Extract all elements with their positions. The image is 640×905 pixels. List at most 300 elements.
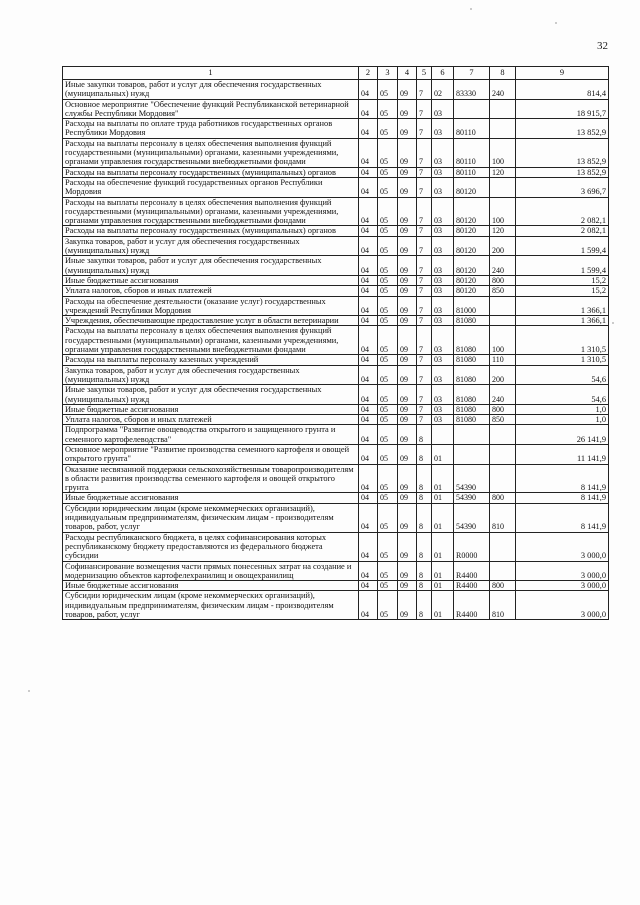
row-code-c6: 01	[432, 561, 454, 581]
row-code-c8: 100	[490, 138, 516, 167]
row-code-c2: 04	[359, 119, 378, 139]
row-name: Расходы на выплаты персоналу государственных (муниципальных) органов	[63, 226, 359, 236]
table-body	[63, 80, 609, 620]
row-code-c6: 03	[432, 177, 454, 197]
row-code-c2: 04	[359, 425, 378, 445]
row-name: Уплата налогов, сборов и иных платежей	[63, 415, 359, 425]
row-code-c2: 04	[359, 404, 378, 414]
row-code-c7: R0000	[454, 532, 490, 561]
row-code-c6: 03	[432, 404, 454, 414]
row-code-c2: 04	[359, 385, 378, 405]
row-code-c2: 04	[359, 296, 378, 316]
row-amount: 8 141,9	[516, 503, 609, 532]
row-code-c6: 03	[432, 365, 454, 385]
row-code-c4: 09	[398, 444, 417, 464]
row-code-c6: 03	[432, 197, 454, 226]
row-name: Иные бюджетные ассигнования	[63, 275, 359, 285]
row-code-c6: 01	[432, 493, 454, 503]
row-code-c7: 81080	[454, 385, 490, 405]
row-code-c3: 05	[378, 503, 398, 532]
row-name: Иные закупки товаров, работ и услуг для обеспечения государственных (муниципальных) нужд	[63, 385, 359, 405]
table-row	[63, 532, 609, 561]
row-code-c4: 09	[398, 355, 417, 365]
row-code-c7	[454, 444, 490, 464]
row-code-c8: 120	[490, 167, 516, 177]
table-row	[63, 236, 609, 256]
row-code-c8	[490, 561, 516, 581]
row-code-c3: 05	[378, 226, 398, 236]
table-row	[63, 99, 609, 119]
row-code-c5: 7	[417, 138, 432, 167]
row-code-c2: 04	[359, 365, 378, 385]
column-header: 3	[378, 67, 398, 80]
row-code-c4: 09	[398, 326, 417, 355]
column-header: 9	[516, 67, 609, 80]
row-code-c3: 05	[378, 316, 398, 326]
row-name: Расходы на выплаты персоналу в целях обеспечения выполнения функций государственными (муниципальными) органами, казенными учреждениями, органами управления государственными внебюджетными фондами	[63, 138, 359, 167]
row-amount: 54,6	[516, 365, 609, 385]
table-row	[63, 226, 609, 236]
table-row	[63, 591, 609, 620]
row-code-c3: 05	[378, 177, 398, 197]
column-header: 2	[359, 67, 378, 80]
row-code-c7: 80110	[454, 138, 490, 167]
row-code-c5: 7	[417, 236, 432, 256]
row-code-c7: 80110	[454, 119, 490, 139]
row-code-c6: 03	[432, 236, 454, 256]
row-code-c2: 04	[359, 275, 378, 285]
row-code-c8: 240	[490, 385, 516, 405]
row-code-c4: 09	[398, 197, 417, 226]
row-code-c3: 05	[378, 119, 398, 139]
row-code-c8: 800	[490, 581, 516, 591]
table-row	[63, 167, 609, 177]
row-code-c7: R4400	[454, 591, 490, 620]
row-code-c7: 54390	[454, 503, 490, 532]
row-code-c6: 03	[432, 385, 454, 405]
row-code-c8	[490, 177, 516, 197]
row-code-c2: 04	[359, 80, 378, 100]
row-code-c8	[490, 444, 516, 464]
row-code-c4: 09	[398, 286, 417, 296]
column-header: 1	[63, 67, 359, 80]
row-code-c5: 7	[417, 226, 432, 236]
row-name: Иные бюджетные ассигнования	[63, 404, 359, 414]
row-code-c5: 7	[417, 286, 432, 296]
row-code-c7	[454, 99, 490, 119]
scan-speck	[612, 322, 614, 324]
row-name: Закупка товаров, работ и услуг для обеспечения государственных (муниципальных) нужд	[63, 236, 359, 256]
row-code-c2: 04	[359, 99, 378, 119]
table-row	[63, 256, 609, 276]
row-amount: 13 852,9	[516, 138, 609, 167]
row-code-c8: 100	[490, 326, 516, 355]
row-code-c8	[490, 316, 516, 326]
row-code-c5: 7	[417, 167, 432, 177]
page-number: 32	[597, 40, 608, 52]
row-code-c6: 03	[432, 326, 454, 355]
row-amount: 1 599,4	[516, 236, 609, 256]
row-name: Учреждения, обеспечивающие предоставление услуг в области ветеринарии	[63, 316, 359, 326]
row-code-c7: 80120	[454, 236, 490, 256]
table-row	[63, 425, 609, 445]
row-code-c6: 02	[432, 80, 454, 100]
row-code-c5: 8	[417, 532, 432, 561]
row-code-c5: 7	[417, 296, 432, 316]
row-code-c6: 03	[432, 316, 454, 326]
row-code-c3: 05	[378, 275, 398, 285]
column-header: 4	[398, 67, 417, 80]
row-code-c8: 800	[490, 275, 516, 285]
row-code-c4: 09	[398, 236, 417, 256]
table-row	[63, 316, 609, 326]
row-code-c5: 8	[417, 444, 432, 464]
row-name: Расходы на выплаты персоналу казенных учреждений	[63, 355, 359, 365]
row-amount: 13 852,9	[516, 167, 609, 177]
row-code-c5: 7	[417, 119, 432, 139]
table-row	[63, 464, 609, 493]
row-code-c4: 09	[398, 296, 417, 316]
row-code-c3: 05	[378, 493, 398, 503]
row-code-c6: 01	[432, 532, 454, 561]
row-code-c2: 04	[359, 493, 378, 503]
row-code-c8: 810	[490, 591, 516, 620]
row-amount: 3 000,0	[516, 591, 609, 620]
row-amount: 15,2	[516, 275, 609, 285]
table-row	[63, 119, 609, 139]
row-amount: 1,0	[516, 415, 609, 425]
row-code-c8: 110	[490, 355, 516, 365]
row-amount: 1 599,4	[516, 256, 609, 276]
row-code-c3: 05	[378, 236, 398, 256]
row-code-c3: 05	[378, 138, 398, 167]
row-name: Оказание несвязанной поддержки сельскохозяйственным товаропроизводителям в области развития производства семенного картофеля и овощей открытого грунта	[63, 464, 359, 493]
row-code-c5: 7	[417, 316, 432, 326]
row-amount: 1 366,1	[516, 296, 609, 316]
row-code-c4: 09	[398, 464, 417, 493]
row-code-c8: 200	[490, 236, 516, 256]
row-code-c2: 04	[359, 326, 378, 355]
row-code-c4: 09	[398, 561, 417, 581]
row-code-c4: 09	[398, 226, 417, 236]
row-code-c3: 05	[378, 296, 398, 316]
row-code-c5: 8	[417, 425, 432, 445]
row-code-c8	[490, 532, 516, 561]
table-row	[63, 493, 609, 503]
table-row	[63, 581, 609, 591]
row-name: Расходы на выплаты персоналу государственных (муниципальных) органов	[63, 167, 359, 177]
row-code-c7: 81080	[454, 326, 490, 355]
row-code-c5: 7	[417, 177, 432, 197]
table-row	[63, 197, 609, 226]
row-code-c4: 09	[398, 404, 417, 414]
row-amount: 2 082,1	[516, 197, 609, 226]
row-code-c4: 09	[398, 365, 417, 385]
row-code-c2: 04	[359, 415, 378, 425]
row-code-c8	[490, 425, 516, 445]
row-name: Основное мероприятие "Развитие производства семенного картофеля и овощей открытого грунта"	[63, 444, 359, 464]
row-code-c2: 04	[359, 316, 378, 326]
row-code-c3: 05	[378, 532, 398, 561]
table-row	[63, 444, 609, 464]
row-code-c7: 80120	[454, 286, 490, 296]
row-code-c2: 04	[359, 355, 378, 365]
row-code-c7: R4400	[454, 561, 490, 581]
row-code-c6: 01	[432, 464, 454, 493]
row-code-c4: 09	[398, 167, 417, 177]
table-row	[63, 503, 609, 532]
row-code-c3: 05	[378, 415, 398, 425]
row-code-c5: 7	[417, 415, 432, 425]
row-code-c7: 81000	[454, 296, 490, 316]
table-row	[63, 355, 609, 365]
row-code-c2: 04	[359, 561, 378, 581]
row-code-c7: 80110	[454, 167, 490, 177]
table-row	[63, 385, 609, 405]
row-code-c4: 09	[398, 503, 417, 532]
row-code-c3: 05	[378, 197, 398, 226]
row-code-c6: 03	[432, 226, 454, 236]
row-code-c4: 09	[398, 119, 417, 139]
row-code-c7: 81080	[454, 415, 490, 425]
row-code-c5: 7	[417, 99, 432, 119]
row-code-c8: 100	[490, 197, 516, 226]
row-code-c5: 7	[417, 256, 432, 276]
table-row	[63, 404, 609, 414]
row-amount: 8 141,9	[516, 464, 609, 493]
row-code-c8: 850	[490, 286, 516, 296]
row-code-c2: 04	[359, 591, 378, 620]
row-name: Расходы на выплаты персоналу в целях обеспечения выполнения функций государственными (муниципальными) органами, казенными учреждениями, органами управления государственными внебюджетными фондами	[63, 326, 359, 355]
row-code-c5: 7	[417, 80, 432, 100]
row-amount: 8 141,9	[516, 493, 609, 503]
row-name: Расходы на обеспечение функций государственных органов Республики Мордовия	[63, 177, 359, 197]
table-row	[63, 415, 609, 425]
row-amount: 1 366,1	[516, 316, 609, 326]
row-code-c8: 240	[490, 256, 516, 276]
row-name: Расходы на выплаты по оплате труда работников государственных органов Республики Мордовия	[63, 119, 359, 139]
row-code-c6: 01	[432, 591, 454, 620]
row-code-c5: 8	[417, 591, 432, 620]
row-amount: 13 852,9	[516, 119, 609, 139]
row-name: Уплата налогов, сборов и иных платежей	[63, 286, 359, 296]
column-header: 6	[432, 67, 454, 80]
row-code-c2: 04	[359, 226, 378, 236]
row-code-c6: 03	[432, 415, 454, 425]
row-code-c8	[490, 464, 516, 493]
row-code-c7: R4400	[454, 581, 490, 591]
row-code-c7: 80120	[454, 177, 490, 197]
row-amount: 1,0	[516, 404, 609, 414]
row-amount: 2 082,1	[516, 226, 609, 236]
table-row	[63, 138, 609, 167]
row-code-c4: 09	[398, 493, 417, 503]
row-code-c8	[490, 296, 516, 316]
row-code-c6: 01	[432, 503, 454, 532]
row-code-c2: 04	[359, 581, 378, 591]
row-code-c7	[454, 425, 490, 445]
row-code-c2: 04	[359, 167, 378, 177]
row-name: Подпрограмма "Развитие овощеводства открытого и защищенного грунта и семенного картофелеводства"	[63, 425, 359, 445]
row-code-c2: 04	[359, 256, 378, 276]
row-code-c2: 04	[359, 138, 378, 167]
row-code-c2: 04	[359, 286, 378, 296]
row-code-c4: 09	[398, 275, 417, 285]
row-code-c5: 8	[417, 561, 432, 581]
row-code-c7: 80120	[454, 197, 490, 226]
row-name: Расходы на выплаты персоналу в целях обеспечения выполнения функций государственными (муниципальными) органами, казенными учреждениями, органами управления государственными внебюджетными фондами	[63, 197, 359, 226]
row-amount: 1 310,5	[516, 326, 609, 355]
row-code-c5: 7	[417, 355, 432, 365]
row-code-c5: 7	[417, 385, 432, 405]
scan-speck	[28, 690, 30, 692]
row-code-c7: 81080	[454, 355, 490, 365]
column-header: 8	[490, 67, 516, 80]
row-code-c3: 05	[378, 167, 398, 177]
table-row	[63, 177, 609, 197]
scan-speck	[555, 22, 557, 24]
row-code-c4: 09	[398, 385, 417, 405]
row-name: Иные бюджетные ассигнования	[63, 493, 359, 503]
row-name: Иные бюджетные ассигнования	[63, 581, 359, 591]
row-code-c3: 05	[378, 326, 398, 355]
row-code-c6: 03	[432, 286, 454, 296]
row-code-c3: 05	[378, 464, 398, 493]
row-code-c3: 05	[378, 286, 398, 296]
row-name: Основное мероприятие "Обеспечение функций Республиканской ветеринарной службы Республики Мордовия"	[63, 99, 359, 119]
row-code-c7: 83330	[454, 80, 490, 100]
row-code-c4: 09	[398, 591, 417, 620]
row-code-c7: 54390	[454, 464, 490, 493]
row-amount: 18 915,7	[516, 99, 609, 119]
row-code-c3: 05	[378, 561, 398, 581]
row-name: Субсидии юридическим лицам (кроме некоммерческих организаций), индивидуальным предпринимателям, физическим лицам - производителям товаров, работ, услуг	[63, 591, 359, 620]
scan-speck	[470, 8, 472, 10]
row-code-c7: 80120	[454, 226, 490, 236]
row-code-c3: 05	[378, 581, 398, 591]
column-header: 5	[417, 67, 432, 80]
budget-table	[62, 66, 609, 620]
row-code-c8: 850	[490, 415, 516, 425]
row-code-c5: 8	[417, 503, 432, 532]
row-code-c6: 03	[432, 167, 454, 177]
row-code-c8	[490, 119, 516, 139]
row-code-c8: 200	[490, 365, 516, 385]
table-row	[63, 286, 609, 296]
row-code-c3: 05	[378, 425, 398, 445]
table-row	[63, 296, 609, 316]
row-code-c4: 09	[398, 532, 417, 561]
row-code-c6: 03	[432, 355, 454, 365]
row-code-c4: 09	[398, 138, 417, 167]
row-code-c6: 03	[432, 256, 454, 276]
row-code-c5: 7	[417, 404, 432, 414]
row-code-c5: 7	[417, 275, 432, 285]
row-code-c3: 05	[378, 591, 398, 620]
row-code-c2: 04	[359, 177, 378, 197]
row-code-c6: 03	[432, 296, 454, 316]
row-code-c4: 09	[398, 177, 417, 197]
row-code-c7: 81080	[454, 404, 490, 414]
table-header-row	[63, 67, 609, 80]
row-code-c8	[490, 99, 516, 119]
row-code-c7: 80120	[454, 256, 490, 276]
row-code-c3: 05	[378, 444, 398, 464]
table-row	[63, 326, 609, 355]
row-name: Иные закупки товаров, работ и услуг для обеспечения государственных (муниципальных) нужд	[63, 256, 359, 276]
row-code-c7: 54390	[454, 493, 490, 503]
row-code-c8: 800	[490, 493, 516, 503]
row-amount: 3 696,7	[516, 177, 609, 197]
row-code-c3: 05	[378, 80, 398, 100]
row-code-c5: 8	[417, 464, 432, 493]
row-name: Закупка товаров, работ и услуг для обеспечения государственных (муниципальных) нужд	[63, 365, 359, 385]
row-amount: 814,4	[516, 80, 609, 100]
row-code-c3: 05	[378, 99, 398, 119]
row-code-c6: 03	[432, 119, 454, 139]
row-amount: 3 000,0	[516, 581, 609, 591]
row-code-c6: 01	[432, 444, 454, 464]
row-code-c4: 09	[398, 415, 417, 425]
row-code-c4: 09	[398, 99, 417, 119]
row-code-c3: 05	[378, 355, 398, 365]
row-code-c7: 81080	[454, 316, 490, 326]
row-amount: 3 000,0	[516, 532, 609, 561]
row-code-c6: 01	[432, 581, 454, 591]
row-amount: 15,2	[516, 286, 609, 296]
row-name: Субсидии юридическим лицам (кроме некоммерческих организаций), индивидуальным предпринимателям, физическим лицам - производителям товаров, работ, услуг	[63, 503, 359, 532]
row-code-c2: 04	[359, 197, 378, 226]
row-name: Расходы на обеспечение деятельности (оказание услуг) государственных учреждений Республики Мордовия	[63, 296, 359, 316]
row-code-c6: 03	[432, 138, 454, 167]
row-code-c6: 03	[432, 99, 454, 119]
row-code-c4: 09	[398, 316, 417, 326]
table-row	[63, 275, 609, 285]
row-code-c2: 04	[359, 532, 378, 561]
column-header: 7	[454, 67, 490, 80]
row-name: Иные закупки товаров, работ и услуг для обеспечения государственных (муниципальных) нужд	[63, 80, 359, 100]
row-code-c5: 8	[417, 493, 432, 503]
row-code-c2: 04	[359, 503, 378, 532]
row-name: Софинансирование возмещения части прямых понесенных затрат на создание и модернизацию объектов картофелехранилищ и овощехранилищ	[63, 561, 359, 581]
row-code-c8: 810	[490, 503, 516, 532]
row-code-c2: 04	[359, 236, 378, 256]
row-amount: 26 141,9	[516, 425, 609, 445]
row-code-c5: 7	[417, 326, 432, 355]
row-amount: 1 310,5	[516, 355, 609, 365]
table-row	[63, 80, 609, 100]
row-code-c3: 05	[378, 256, 398, 276]
row-amount: 3 000,0	[516, 561, 609, 581]
row-code-c6	[432, 425, 454, 445]
row-code-c4: 09	[398, 80, 417, 100]
table-row	[63, 561, 609, 581]
row-code-c5: 7	[417, 197, 432, 226]
row-code-c4: 09	[398, 256, 417, 276]
row-name: Расходы республиканского бюджета, в целях софинансирования которых республиканскому бюджету предоставляются из федерального бюджета субсидии	[63, 532, 359, 561]
row-code-c3: 05	[378, 365, 398, 385]
row-amount: 54,6	[516, 385, 609, 405]
row-amount: 11 141,9	[516, 444, 609, 464]
table-row	[63, 365, 609, 385]
row-code-c8: 240	[490, 80, 516, 100]
row-code-c7: 80120	[454, 275, 490, 285]
row-code-c3: 05	[378, 404, 398, 414]
row-code-c4: 09	[398, 581, 417, 591]
row-code-c2: 04	[359, 444, 378, 464]
row-code-c5: 8	[417, 581, 432, 591]
row-code-c8: 120	[490, 226, 516, 236]
